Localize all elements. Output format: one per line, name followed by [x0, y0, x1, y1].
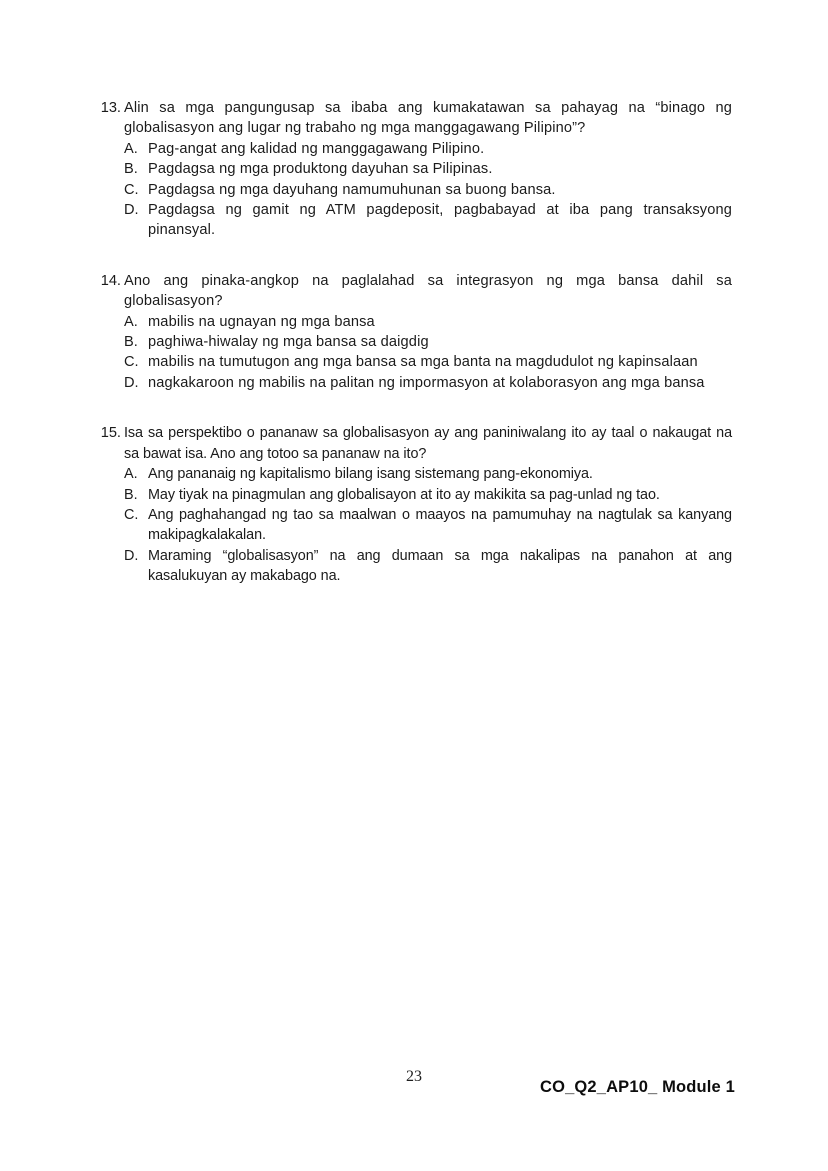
option-15-a[interactable]	[98, 464, 732, 484]
option-letter-15-a: A.	[124, 466, 138, 483]
option-13-a[interactable]	[98, 139, 732, 159]
question-list	[98, 98, 732, 587]
option-letter-15-c: C.	[124, 506, 139, 523]
option-letter-14-c: C.	[124, 354, 139, 371]
option-letter-13-d: D.	[124, 202, 139, 219]
option-14-d[interactable]	[98, 373, 732, 393]
option-15-b[interactable]	[98, 485, 732, 505]
option-letter-14-b: B.	[124, 334, 138, 351]
option-text-15-d: Maraming “globalisasyon” na ang dumaan sa mga nakalipas na panahon at ang kasalukuyan ay makabago na.	[148, 547, 732, 585]
question-block-15	[98, 423, 732, 586]
option-text-15-a: Ang pananaig ng kapitalismo bilang isang sistemang pang-ekonomiya.	[148, 466, 593, 483]
option-text-15-c: Ang paghahangad ng tao sa maalwan o maayos na pamumuhay na nagtulak sa kanyang makipagkalakalan.	[148, 506, 732, 544]
options-13	[98, 139, 732, 241]
option-text-14-b: paghiwa-hiwalay ng mga bansa sa daigdig	[148, 334, 429, 351]
option-15-d[interactable]	[98, 546, 732, 587]
option-letter-13-a: A.	[124, 140, 138, 157]
option-text-14-d: nagkakaroon ng mabilis na palitan ng impormasyon at kolaborasyon ang mga bansa	[148, 374, 705, 391]
option-13-d[interactable]	[98, 200, 732, 241]
question-number-14: 14.	[100, 272, 121, 289]
question-number-13: 13.	[100, 100, 121, 116]
option-text-15-b: May tiyak na pinagmulan ang globalisayon at ito ay makikita sa pag-unlad ng tao.	[148, 486, 660, 503]
option-14-c[interactable]	[98, 352, 732, 372]
option-13-c[interactable]	[98, 180, 732, 200]
option-text-13-d: Pagdagsa ng gamit ng ATM pagdeposit, pagbabayad at iba pang transaksyong pinansyal.	[148, 202, 732, 239]
options-15	[98, 464, 732, 586]
option-text-14-c: mabilis na tumutugon ang mga bansa sa mga banta na magdudulot ng kapinsalaan	[148, 354, 698, 371]
option-letter-13-c: C.	[124, 181, 139, 198]
footer-module-code: CO_Q2_AP10_ Module 1	[540, 1078, 735, 1096]
option-text-13-c: Pagdagsa ng mga dayuhang namumuhunan sa buong bansa.	[148, 181, 556, 198]
option-letter-13-b: B.	[124, 161, 138, 178]
option-text-14-a: mabilis na ugnayan ng mga bansa	[148, 313, 375, 330]
question-number-15: 15.	[100, 425, 121, 442]
question-stem-15	[98, 423, 732, 464]
question-text-14: Ano ang pinaka-angkop na paglalahad sa integrasyon ng mga bansa dahil sa globalisasyon?	[124, 272, 732, 310]
page-number: 23	[406, 1068, 422, 1085]
question-stem-14	[98, 271, 732, 312]
question-stem-13	[98, 98, 732, 139]
question-block-14	[98, 271, 732, 393]
option-text-13-b: Pagdagsa ng mga produktong dayuhan sa Pilipinas.	[148, 161, 493, 178]
options-14	[98, 312, 732, 394]
option-letter-15-d: D.	[124, 547, 139, 564]
question-block-13	[98, 98, 732, 241]
option-14-a[interactable]	[98, 312, 732, 332]
option-letter-14-d: D.	[124, 374, 139, 391]
question-text-13: Alin sa mga pangungusap sa ibaba ang kumakatawan sa pahayag na “binago ng globalisasyon ang lugar ng trabaho ng mga manggagawang Pilipino”?	[124, 100, 732, 137]
option-14-b[interactable]	[98, 332, 732, 352]
question-text-15: Isa sa perspektibo o pananaw sa globalisasyon ay ang paniniwalang ito ay taal o nakaugat na sa bawat isa. Ano ang totoo sa pananaw na ito?	[124, 425, 732, 462]
option-13-b[interactable]	[98, 159, 732, 179]
option-letter-14-a: A.	[124, 313, 138, 330]
option-15-c[interactable]	[98, 505, 732, 546]
option-letter-15-b: B.	[124, 486, 138, 503]
option-text-13-a: Pag-angat ang kalidad ng manggagawang Pilipino.	[148, 140, 485, 157]
